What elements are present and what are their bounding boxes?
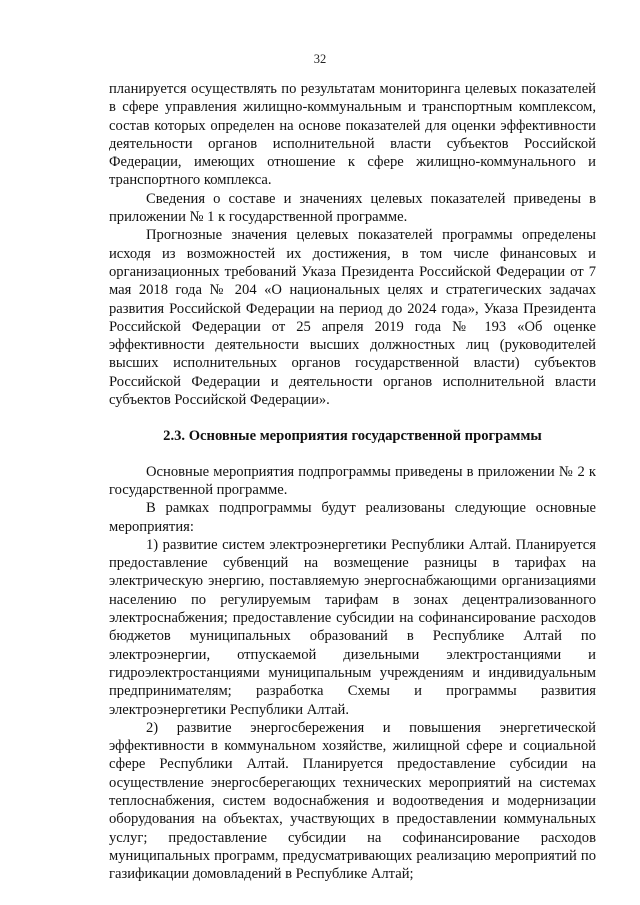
paragraph: Сведения о составе и значениях целевых показателей приведены в приложении № 1 к государственной программе. <box>109 190 596 226</box>
paragraph: Основные мероприятия подпрограммы приведены в приложении № 2 к государственной программе. <box>109 463 596 498</box>
paragraph: планируется осуществлять по результатам мониторинга целевых показателей в сфере управления жилищно-коммунальным и транспортным комплексом, состав которых определен на основе показателей для оценки эффективности деятельности органов исполнительной власти субъектов Российской Федерации, имеющих отношение к сфере жилищно-коммунального и транспортного комплекса. <box>109 81 596 189</box>
document-body <box>109 80 596 883</box>
paragraph: Прогнозные значения целевых показателей программы определены исходя из возможностей их достижения, в том числе финансовых и организационных требований Указа Президента Российской Федерации от 7 мая 2018 года № 204 «О национальных целях и стратегических задачах развития Российской Федерации на период до 2024 года», Указа Президента Российской Федерации от 25 апреля 2019 года № 193 «Об оценке эффективности деятельности высших должностных лиц (руководителей высших исполнительных органов государственной власти) субъектов Российской Федерации и деятельности органов исполнительной власти субъектов Российской Федерации». <box>109 227 596 409</box>
paragraph: В рамках подпрограммы будут реализованы следующие основные мероприятия: <box>109 500 596 535</box>
section-heading: 2.3. Основные мероприятия государственной программы <box>163 428 542 445</box>
list-item-paragraph: 1) развитие систем электроэнергетики Республики Алтай. Планируется предоставление субвенций на возмещение разницы в тарифах на электрическую энергию, поставляемую энергоснабжающими организациями населению по регулируемым тарифам в зонах децентрализованного электроснабжения; предоставление субсидии на софинансирование расходов бюджетов муниципальных образований в Республике Алтай по электроэнергии, отпускаемой дизельными электростанциями и гидроэлектростанциями муниципальным учреждениям и индивидуальным предпринимателям; разработка Схемы и программы развития электроэнергетики Республики Алтай. <box>109 536 596 718</box>
list-item-paragraph: 2) развитие энергосбережения и повышения энергетической эффективности в коммунальном хозяйстве, жилищной сфере и социальной сфере Республики Алтай. Планируется предоставление субсидии на осуществление энергосберегающих технических мероприятий на системах теплоснабжения, систем водоснабжения и водоотведения и модернизации оборудования на объектах, участвующих в предоставлении коммунальных услуг; предоставление субсидии на софинансирование расходов муниципальных программ, предусматривающих реализацию мероприятий по газификации домовладений в Республике Алтай; <box>109 719 596 883</box>
page-number: 32 <box>313 52 327 66</box>
